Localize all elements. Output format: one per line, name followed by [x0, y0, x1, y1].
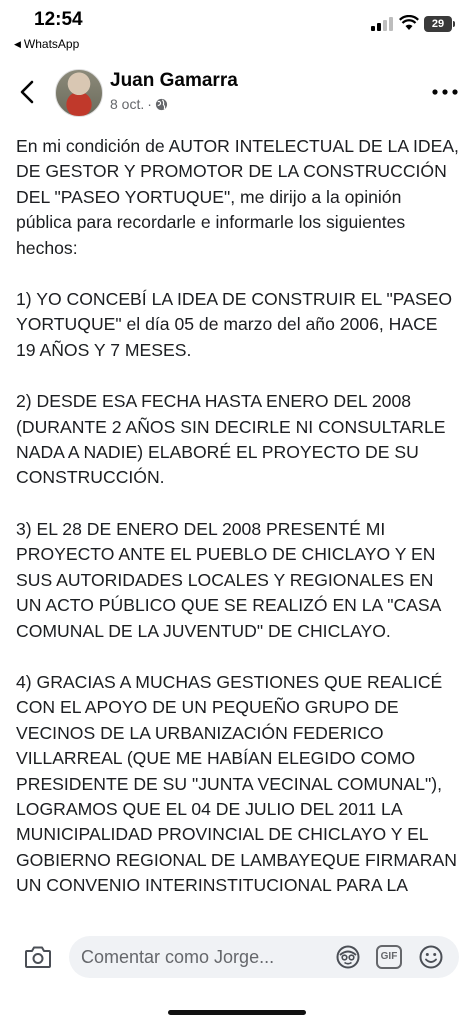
post-text: [16, 134, 461, 930]
author-name[interactable]: Juan Gamarra: [110, 70, 238, 91]
cellular-signal-icon: [371, 17, 393, 31]
post-meta: [110, 96, 168, 112]
back-app-label: WhatsApp: [23, 37, 80, 51]
status-bar: [0, 0, 473, 58]
globe-icon: [155, 98, 168, 111]
wifi-icon: [399, 15, 419, 31]
back-to-app-link[interactable]: [14, 37, 79, 51]
avatar-sticker-icon[interactable]: [335, 944, 361, 970]
post-date[interactable]: 8 oct.: [110, 96, 145, 112]
camera-icon[interactable]: [24, 944, 52, 970]
chevron-left-icon[interactable]: [16, 76, 40, 108]
comment-placeholder: Comentar como Jorge...: [81, 947, 275, 967]
battery-icon: 29: [424, 16, 452, 32]
gif-icon[interactable]: GIF: [376, 945, 402, 969]
post-paragraph: 4) GRACIAS A MUCHAS GESTIONES QUE REALICÉ CON EL APOYO DE UN PEQUEÑO GRUPO DE VECINOS DE LA URBANIZACIÓN FEDERICO VILLARREAL (QUE ME HABÍAN ELEGIDO COMO PRESIDENTE DE SU "JUNTA VECINAL COMUNAL"), LOGRAMOS QUE EL 04 DE JULIO DEL 2011 LA MUNICIPALIDAD PROVINCIAL DE CHICLAYO Y EL GOBIERNO REGIONAL DE LAMBAYEQUE FIRMARAN UN CONVENIO INTERINSTITUCIONAL PARA LA: [16, 671, 457, 896]
comment-bar: [0, 934, 473, 992]
status-time: 12:54: [34, 9, 83, 30]
comment-input[interactable]: [69, 936, 459, 978]
post-paragraph: 3) EL 28 DE ENERO DEL 2008 PRESENTÉ MI PROYECTO ANTE EL PUEBLO DE CHICLAYO Y EN SUS AUTORIDADES LOCALES Y REGIONALES EN UN ACTO PÚBLICO QUE SE REALIZÓ EN LA "CASA COMUNAL DE LA JUVENTUD" DE CHICLAYO.: [16, 518, 441, 641]
post-paragraph: 1) YO CONCEBÍ LA IDEA DE CONSTRUIR EL "PASEO YORTUQUE" el día 05 de marzo del año 2006, HACE 19 AÑOS Y 7 MESES.: [16, 289, 453, 360]
post-paragraph: En mi condición de AUTOR INTELECTUAL DE LA IDEA, DE GESTOR Y PROMOTOR DE LA CONSTRUCCIÓN DEL "PASEO YORTUQUE", me dirijo a la opinión pública para recordarle e informarle los siguientes hechos:: [16, 136, 459, 258]
home-indicator[interactable]: [168, 1010, 306, 1015]
meta-separator: ·: [147, 96, 152, 112]
back-triangle-icon: ◀: [14, 39, 21, 49]
post-header: [0, 62, 473, 122]
author-avatar[interactable]: [55, 69, 103, 117]
emoji-icon[interactable]: [418, 944, 444, 970]
more-horizontal-icon[interactable]: [432, 86, 458, 98]
post-paragraph: 2) DESDE ESA FECHA HASTA ENERO DEL 2008 (DURANTE 2 AÑOS SIN DECIRLE NI CONSULTARLE NADA A NADIE) ELABORÉ EL PROYECTO DE SU CONSTRUCCIÓN.: [16, 391, 446, 488]
